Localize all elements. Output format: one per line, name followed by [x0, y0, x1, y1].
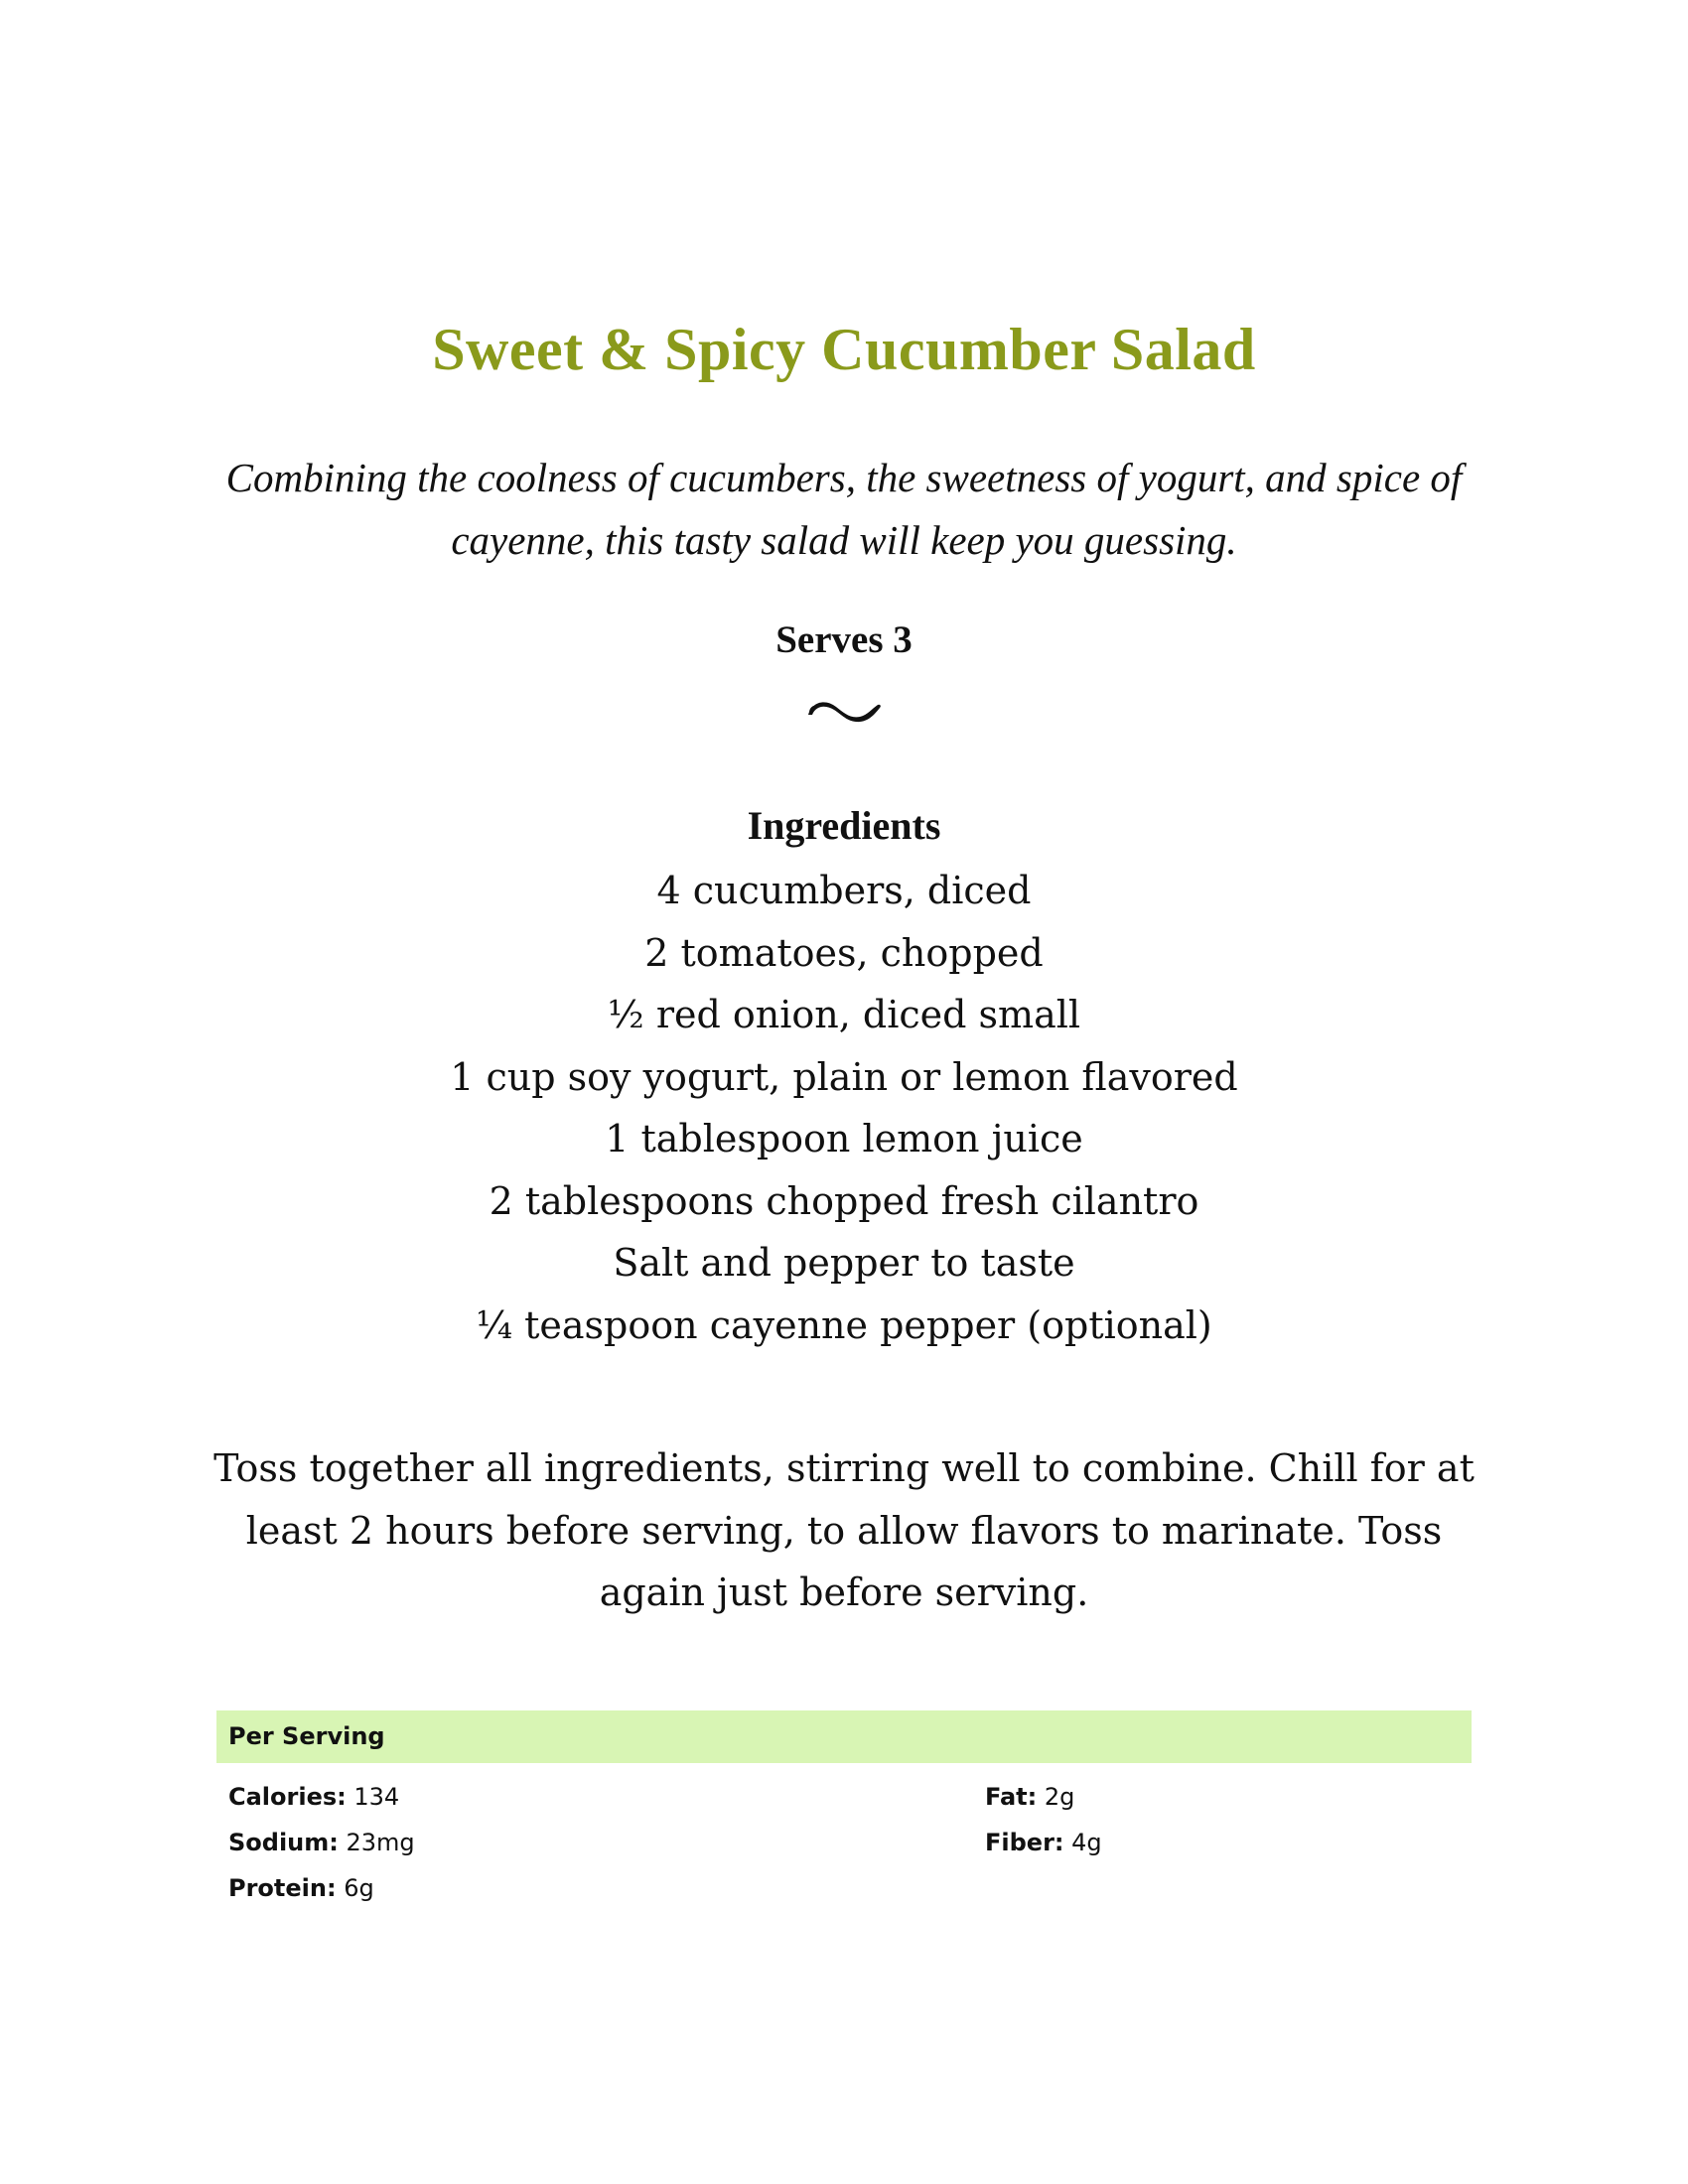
nutrition-calories — [228, 1783, 399, 1811]
nutrition-value: 134 — [353, 1783, 400, 1811]
ingredient-item: 2 tomatoes, chopped — [644, 930, 1044, 975]
ingredient-item: 2 tablespoons chopped fresh cilantro — [489, 1178, 1199, 1223]
nutrition-fat — [985, 1783, 1074, 1811]
ingredient-item: 1 tablespoon lemon juice — [605, 1117, 1083, 1160]
ingredients-list — [0, 860, 1688, 1356]
nutrition-panel — [216, 1710, 1472, 1922]
ingredient-item: 1 cup soy yogurt, plain or lemon flavored — [450, 1054, 1238, 1099]
nutrition-value: 6g — [344, 1874, 374, 1902]
ingredient-item: 4 cucumbers, diced — [656, 869, 1032, 912]
nutrition-grid — [216, 1763, 1472, 1922]
nutrition-label: Protein: — [228, 1874, 337, 1902]
recipe-intro: Combining the coolness of cucumbers, the sweetness of yogurt, and spice of cayenne, this tasty salad will keep you guessing. — [225, 455, 1463, 563]
ingredient-item: ¼ teaspoon cayenne pepper (optional) — [476, 1302, 1212, 1347]
nutrition-label: Sodium: — [228, 1829, 339, 1856]
nutrition-value: 2g — [1044, 1783, 1075, 1811]
recipe-instructions: Toss together all ingredients, stirring well to combine. Chill for at least 2 hours before serving, to allow flavors to marinate. Toss again just before serving. — [213, 1446, 1475, 1614]
nutrition-sodium — [228, 1829, 415, 1856]
serves-count: Serves 3 — [775, 618, 913, 661]
nutrition-value: 4g — [1071, 1829, 1102, 1856]
nutrition-header: Per Serving — [216, 1710, 1472, 1763]
nutrition-protein — [228, 1874, 374, 1902]
nutrition-fiber — [985, 1829, 1102, 1856]
ingredients-heading: Ingredients — [747, 803, 941, 848]
nutrition-label: Fiber: — [985, 1829, 1064, 1856]
nutrition-value: 23mg — [346, 1829, 415, 1856]
ingredient-item: Salt and pepper to taste — [613, 1241, 1075, 1285]
nutrition-label: Fat: — [985, 1783, 1038, 1811]
ingredient-item: ½ red onion, diced small — [607, 993, 1081, 1036]
recipe-title: Sweet & Spicy Cucumber Salad — [432, 317, 1256, 382]
swash-ornament-icon — [804, 691, 884, 727]
nutrition-label: Calories: — [228, 1783, 347, 1811]
